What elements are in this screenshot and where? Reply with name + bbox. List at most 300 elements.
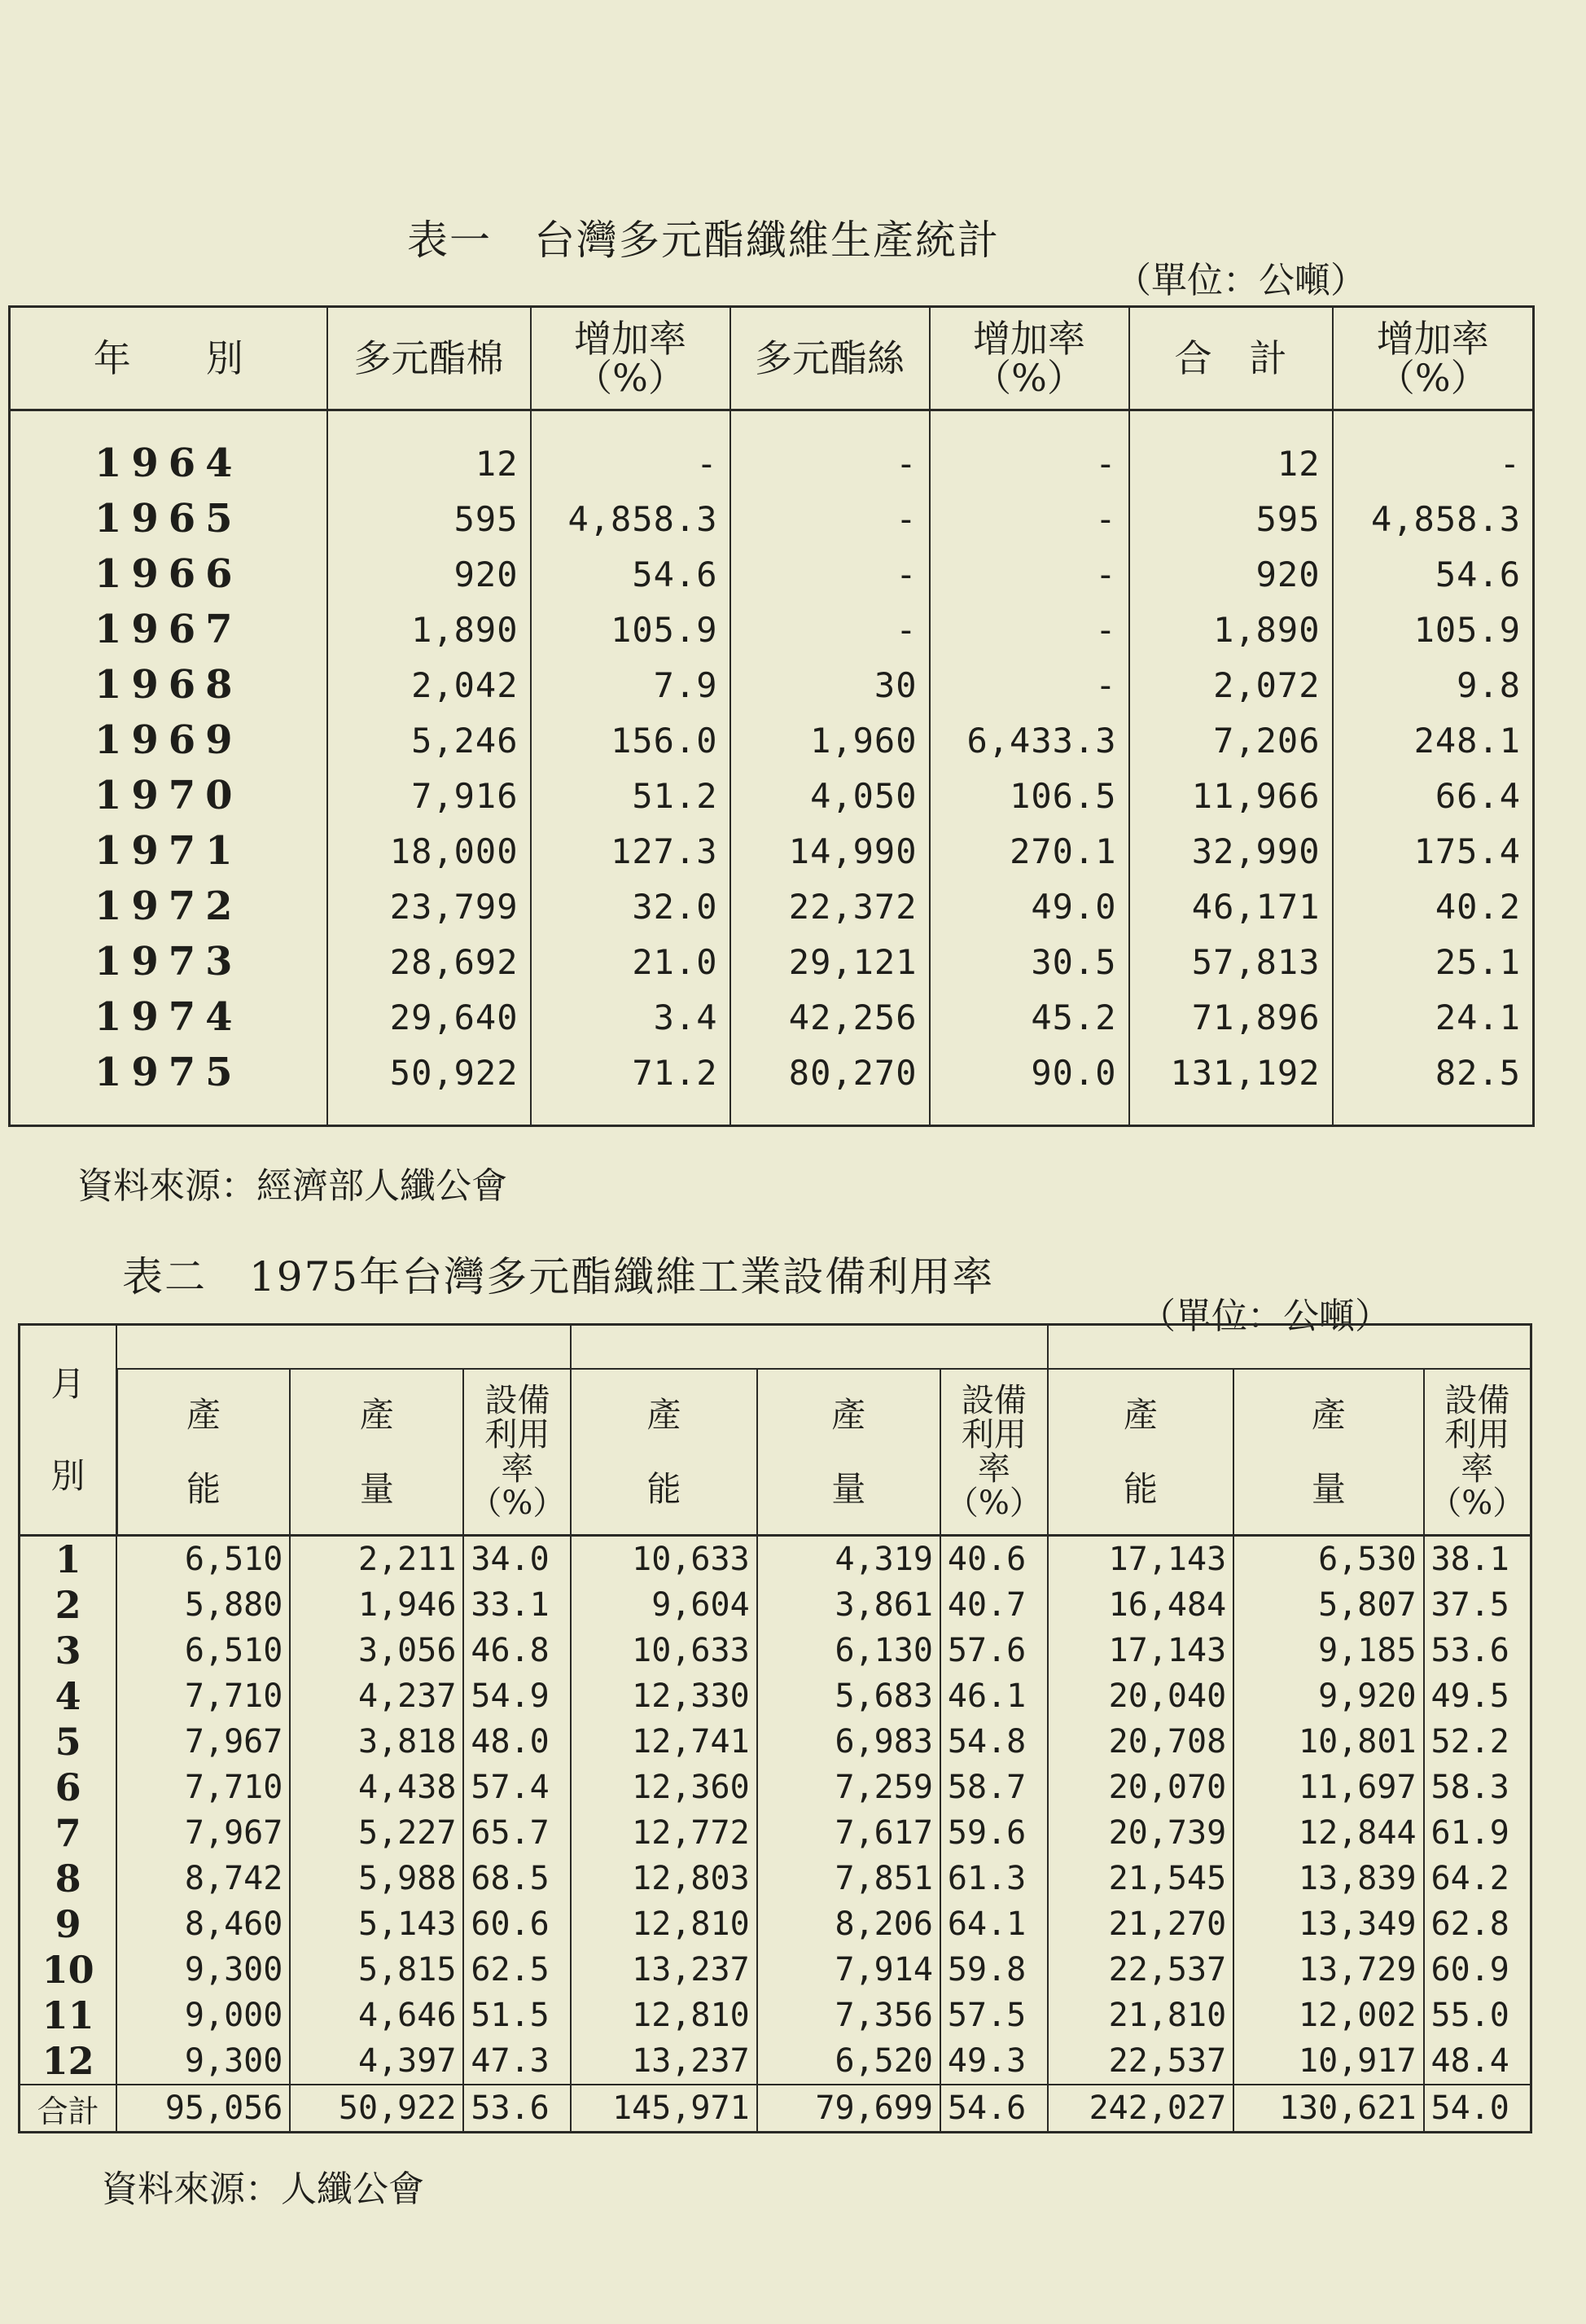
month-cell: 合計 xyxy=(20,2085,117,2133)
table-cell: 58.3 xyxy=(1424,1765,1531,1810)
table-cell: 8,206 xyxy=(757,1901,940,1947)
table-cell: 49.3 xyxy=(940,2038,1048,2085)
table-cell: 12 xyxy=(1129,410,1333,492)
table-row xyxy=(10,1045,1534,1126)
table-cell: 13,237 xyxy=(571,2038,756,2085)
table-cell: 7,967 xyxy=(116,1719,290,1765)
table-cell: 54.6 xyxy=(940,2085,1048,2133)
table-cell: 9,185 xyxy=(1233,1628,1423,1673)
table-cell: 10,801 xyxy=(1233,1719,1423,1765)
table-cell: 6,520 xyxy=(757,2038,940,2085)
table2-header-row xyxy=(20,1369,1531,1536)
table-cell: 3,056 xyxy=(290,1628,463,1673)
table-cell: 13,237 xyxy=(571,1947,756,1993)
table-cell: - xyxy=(730,491,930,546)
header-output-top: 產 xyxy=(831,1395,866,1435)
table-cell: 62.5 xyxy=(463,1947,571,1993)
header-rate-line: （%） xyxy=(469,1484,566,1522)
table-row xyxy=(10,823,1534,879)
table-cell: 9,604 xyxy=(571,1582,756,1628)
table-cell: 53.6 xyxy=(1424,1628,1531,1673)
table-cell: 40.7 xyxy=(940,1582,1048,1628)
header-output-bottom: 量 xyxy=(1311,1469,1346,1509)
table-cell: 13,729 xyxy=(1233,1947,1423,1993)
table-cell: 5,815 xyxy=(290,1947,463,1993)
table-cell: 65.7 xyxy=(463,1810,571,1856)
table-cell: 156.0 xyxy=(531,713,730,768)
table-cell: 58.7 xyxy=(940,1765,1048,1810)
year-cell: 1966 xyxy=(10,546,327,602)
table-cell: 10,633 xyxy=(571,1536,756,1583)
table-cell: 4,438 xyxy=(290,1765,463,1810)
header-total-growth xyxy=(1333,307,1534,410)
table-cell: - xyxy=(930,602,1129,657)
table-cell: 11,966 xyxy=(1129,768,1333,823)
header-month-bottom: 別 xyxy=(50,1456,85,1496)
year-cell: 1975 xyxy=(10,1045,327,1126)
table-cell: 45.2 xyxy=(930,989,1129,1045)
table-row xyxy=(20,1947,1531,1993)
table-cell: 145,971 xyxy=(571,2085,756,2133)
table-cell: 10,917 xyxy=(1233,2038,1423,2085)
table-row xyxy=(10,491,1534,546)
table-cell: - xyxy=(730,546,930,602)
table-cell: 12,002 xyxy=(1233,1993,1423,2038)
table-cell: 2,042 xyxy=(327,657,531,713)
table-cell: 7,916 xyxy=(327,768,531,823)
header-output-bottom: 量 xyxy=(831,1469,866,1509)
month-cell: 7 xyxy=(20,1810,117,1856)
table-cell: 105.9 xyxy=(531,602,730,657)
table-row xyxy=(20,1810,1531,1856)
table-cell: 20,708 xyxy=(1048,1719,1233,1765)
table-cell: 21.0 xyxy=(531,934,730,989)
table-cell: - xyxy=(1333,410,1534,492)
header-growth-label: 增加率 xyxy=(574,316,686,361)
table-cell: - xyxy=(730,410,930,492)
table-cell: 4,646 xyxy=(290,1993,463,2038)
table-cell: 4,237 xyxy=(290,1673,463,1719)
table-cell: - xyxy=(930,410,1129,492)
table-cell: 61.3 xyxy=(940,1856,1048,1901)
table-cell: - xyxy=(730,602,930,657)
table-row xyxy=(20,2038,1531,2085)
year-cell: 1965 xyxy=(10,491,327,546)
header-percent-label: （%） xyxy=(575,356,686,400)
table-cell: 12,810 xyxy=(571,1901,756,1947)
table-cell: 24.1 xyxy=(1333,989,1534,1045)
month-cell: 3 xyxy=(20,1628,117,1673)
table-row xyxy=(20,1582,1531,1628)
table-row xyxy=(10,934,1534,989)
table-cell: 53.6 xyxy=(463,2085,571,2133)
table-cell: 12,803 xyxy=(571,1856,756,1901)
table-cell: 21,545 xyxy=(1048,1856,1233,1901)
header-rate-line: 設備 xyxy=(484,1382,550,1419)
month-cell: 5 xyxy=(20,1719,117,1765)
table1-header-row xyxy=(10,307,1534,410)
table-cell: 17,143 xyxy=(1048,1536,1233,1583)
header-rate-line: 率 xyxy=(1461,1450,1494,1488)
table-cell: 46.1 xyxy=(940,1673,1048,1719)
table-cell: 38.1 xyxy=(1424,1536,1531,1583)
table-cell: 6,983 xyxy=(757,1719,940,1765)
table-row xyxy=(10,410,1534,492)
table-cell: 17,143 xyxy=(1048,1628,1233,1673)
group-staple xyxy=(116,1325,571,1370)
table-cell: 12,741 xyxy=(571,1719,756,1765)
header-staple-output xyxy=(290,1369,463,1536)
table-cell: 60.6 xyxy=(463,1901,571,1947)
table-cell: - xyxy=(930,546,1129,602)
table-cell: 1,890 xyxy=(327,602,531,657)
table-cell: 47.3 xyxy=(463,2038,571,2085)
header-filament-growth xyxy=(930,307,1129,410)
table-cell: 57.6 xyxy=(940,1628,1048,1673)
table-cell: 130,621 xyxy=(1233,2085,1423,2133)
table-cell: 9,300 xyxy=(116,2038,290,2085)
table1-source: 資料來源：經濟部人纖公會 xyxy=(77,1165,507,1207)
table-row xyxy=(20,1628,1531,1673)
table-cell: 5,143 xyxy=(290,1901,463,1947)
month-cell: 10 xyxy=(20,1947,117,1993)
table-cell: 7.9 xyxy=(531,657,730,713)
table-cell: 50,922 xyxy=(327,1045,531,1126)
table-cell: 3,818 xyxy=(290,1719,463,1765)
table-row xyxy=(20,2085,1531,2133)
table-cell: 131,192 xyxy=(1129,1045,1333,1126)
table2-unit: （單位：公噸） xyxy=(1140,1296,1391,1337)
table-cell: 12,360 xyxy=(571,1765,756,1810)
header-rate-line: （%） xyxy=(1429,1484,1526,1522)
header-capacity-bottom: 能 xyxy=(646,1469,681,1509)
table-cell: 30.5 xyxy=(930,934,1129,989)
table-cell: 7,356 xyxy=(757,1993,940,2038)
header-growth-label: 增加率 xyxy=(1376,316,1489,361)
table-cell: 5,880 xyxy=(116,1582,290,1628)
table-cell: 30 xyxy=(730,657,930,713)
table-row xyxy=(20,1993,1531,2038)
header-month-top: 月 xyxy=(50,1364,85,1404)
table-cell: 32.0 xyxy=(531,879,730,934)
table-cell: 6,510 xyxy=(116,1536,290,1583)
header-capacity-top: 產 xyxy=(1123,1395,1158,1435)
table-cell: 54.6 xyxy=(531,546,730,602)
table-cell: 12,772 xyxy=(571,1810,756,1856)
year-cell: 1974 xyxy=(10,989,327,1045)
table-cell: 48.4 xyxy=(1424,2038,1531,2085)
table-row xyxy=(20,1719,1531,1765)
table-cell: 4,858.3 xyxy=(1333,491,1534,546)
table-cell: 3.4 xyxy=(531,989,730,1045)
year-cell: 1964 xyxy=(10,410,327,492)
table-cell: 23,799 xyxy=(327,879,531,934)
table-cell: 6,433.3 xyxy=(930,713,1129,768)
table-cell: 46.8 xyxy=(463,1628,571,1673)
table-cell: 5,988 xyxy=(290,1856,463,1901)
table-cell: 5,683 xyxy=(757,1673,940,1719)
month-cell: 11 xyxy=(20,1993,117,2038)
table-cell: 54.6 xyxy=(1333,546,1534,602)
table-cell: 5,227 xyxy=(290,1810,463,1856)
header-rate-line: 利用 xyxy=(961,1416,1027,1454)
table-row xyxy=(20,1901,1531,1947)
table-cell: 61.9 xyxy=(1424,1810,1531,1856)
table-cell: 4,858.3 xyxy=(531,491,730,546)
table-cell: 11,697 xyxy=(1233,1765,1423,1810)
month-cell: 9 xyxy=(20,1901,117,1947)
table-cell: 68.5 xyxy=(463,1856,571,1901)
table-row xyxy=(20,1673,1531,1719)
table-cell: 6,130 xyxy=(757,1628,940,1673)
table-cell: 12,844 xyxy=(1233,1810,1423,1856)
table2 xyxy=(18,1323,1532,2133)
header-staple-utilization xyxy=(463,1369,571,1536)
header-rate-line: 率 xyxy=(501,1450,534,1488)
table-cell: 7,710 xyxy=(116,1673,290,1719)
table-cell: 57.4 xyxy=(463,1765,571,1810)
table-cell: 54.8 xyxy=(940,1719,1048,1765)
table-cell: 16,484 xyxy=(1048,1582,1233,1628)
table-cell: 79,699 xyxy=(757,2085,940,2133)
table-cell: 21,810 xyxy=(1048,1993,1233,2038)
table-cell: 48.0 xyxy=(463,1719,571,1765)
table-cell: 71.2 xyxy=(531,1045,730,1126)
table-cell: 10,633 xyxy=(571,1628,756,1673)
table2-title: 表二 1975年台灣多元酯纖維工業設備利用率 xyxy=(122,1253,995,1300)
header-percent-label: （%） xyxy=(974,356,1084,400)
table-cell: 7,851 xyxy=(757,1856,940,1901)
table-cell: 62.8 xyxy=(1424,1901,1531,1947)
table-row xyxy=(20,1765,1531,1810)
table-cell: 52.2 xyxy=(1424,1719,1531,1765)
header-month xyxy=(20,1325,117,1536)
header-filament-output xyxy=(757,1369,940,1536)
table-row xyxy=(10,602,1534,657)
table-cell: 90.0 xyxy=(930,1045,1129,1126)
table-cell: 20,040 xyxy=(1048,1673,1233,1719)
header-total: 合 計 xyxy=(1129,307,1333,410)
table-cell: 9,000 xyxy=(116,1993,290,2038)
table-cell: 4,319 xyxy=(757,1536,940,1583)
table-cell: 7,617 xyxy=(757,1810,940,1856)
table-cell: 22,537 xyxy=(1048,1947,1233,1993)
table-cell: 595 xyxy=(1129,491,1333,546)
table-cell: 59.8 xyxy=(940,1947,1048,1993)
table-cell: 9,920 xyxy=(1233,1673,1423,1719)
table-cell: - xyxy=(531,410,730,492)
table-cell: 12,330 xyxy=(571,1673,756,1719)
table-cell: 14,990 xyxy=(730,823,930,879)
header-staple-growth xyxy=(531,307,730,410)
table-cell: 50,922 xyxy=(290,2085,463,2133)
header-output-top: 產 xyxy=(359,1395,394,1435)
table-cell: 59.6 xyxy=(940,1810,1048,1856)
header-total-utilization xyxy=(1424,1369,1531,1536)
table-cell: 6,530 xyxy=(1233,1536,1423,1583)
table-cell: 32,990 xyxy=(1129,823,1333,879)
table-cell: 29,640 xyxy=(327,989,531,1045)
table1-title: 表一 台灣多元酯纖維生產統計 xyxy=(407,217,1000,264)
header-output-bottom: 量 xyxy=(359,1469,394,1509)
table-cell: 2,211 xyxy=(290,1536,463,1583)
table-cell: 28,692 xyxy=(327,934,531,989)
table-cell: 80,270 xyxy=(730,1045,930,1126)
table-cell: 7,259 xyxy=(757,1765,940,1810)
table-cell: 57.5 xyxy=(940,1993,1048,2038)
header-staple-capacity xyxy=(116,1369,290,1536)
table-cell: 37.5 xyxy=(1424,1582,1531,1628)
table-cell: 54.9 xyxy=(463,1673,571,1719)
table-cell: 9,300 xyxy=(116,1947,290,1993)
table-cell: 920 xyxy=(1129,546,1333,602)
header-year: 年 別 xyxy=(10,307,327,410)
table-cell: 66.4 xyxy=(1333,768,1534,823)
year-cell: 1967 xyxy=(10,602,327,657)
table-cell: 13,839 xyxy=(1233,1856,1423,1901)
header-filament-capacity xyxy=(571,1369,756,1536)
month-cell: 6 xyxy=(20,1765,117,1810)
header-rate-line: 設備 xyxy=(961,1382,1027,1419)
table-cell: 12,810 xyxy=(571,1993,756,2038)
table-cell: 95,056 xyxy=(116,2085,290,2133)
table-cell: 49.5 xyxy=(1424,1673,1531,1719)
year-cell: 1969 xyxy=(10,713,327,768)
table-cell: 20,070 xyxy=(1048,1765,1233,1810)
table-cell: 64.2 xyxy=(1424,1856,1531,1901)
table-cell: 54.0 xyxy=(1424,2085,1531,2133)
header-rate-line: 利用 xyxy=(484,1416,550,1454)
table-cell: 55.0 xyxy=(1424,1993,1531,2038)
table-cell: 106.5 xyxy=(930,768,1129,823)
table-cell: 1,890 xyxy=(1129,602,1333,657)
group-filament xyxy=(571,1325,1048,1370)
table-cell: 2,072 xyxy=(1129,657,1333,713)
table-cell: 46,171 xyxy=(1129,879,1333,934)
month-cell: 4 xyxy=(20,1673,117,1719)
month-cell: 2 xyxy=(20,1582,117,1628)
header-percent-label: （%） xyxy=(1377,356,1488,400)
year-cell: 1973 xyxy=(10,934,327,989)
header-rate-line: 設備 xyxy=(1444,1382,1510,1419)
table-row xyxy=(10,768,1534,823)
month-cell: 12 xyxy=(20,2038,117,2085)
table-cell: 595 xyxy=(327,491,531,546)
group-total xyxy=(1048,1325,1531,1370)
header-filament-utilization xyxy=(940,1369,1048,1536)
table-cell: 57,813 xyxy=(1129,934,1333,989)
table-cell: 7,914 xyxy=(757,1947,940,1993)
table-row xyxy=(10,546,1534,602)
table-cell: 42,256 xyxy=(730,989,930,1045)
table-cell: 34.0 xyxy=(463,1536,571,1583)
table-cell: 60.9 xyxy=(1424,1947,1531,1993)
table-cell: 21,270 xyxy=(1048,1901,1233,1947)
table-cell: 127.3 xyxy=(531,823,730,879)
header-capacity-top: 產 xyxy=(186,1395,221,1435)
table-cell: 5,807 xyxy=(1233,1582,1423,1628)
header-rate-line: 率 xyxy=(977,1450,1010,1488)
table-cell: 12 xyxy=(327,410,531,492)
month-cell: 8 xyxy=(20,1856,117,1901)
table-cell: 22,372 xyxy=(730,879,930,934)
table-cell: 18,000 xyxy=(327,823,531,879)
year-cell: 1968 xyxy=(10,657,327,713)
table-cell: 64.1 xyxy=(940,1901,1048,1947)
table-cell: - xyxy=(930,657,1129,713)
header-capacity-bottom: 能 xyxy=(186,1469,221,1509)
month-cell: 1 xyxy=(20,1536,117,1583)
table-cell: 29,121 xyxy=(730,934,930,989)
table-cell: 13,349 xyxy=(1233,1901,1423,1947)
table-cell: 7,710 xyxy=(116,1765,290,1810)
table-row xyxy=(10,879,1534,934)
table-cell: 51.5 xyxy=(463,1993,571,2038)
table-row xyxy=(10,713,1534,768)
table-cell: - xyxy=(930,491,1129,546)
table-cell: 248.1 xyxy=(1333,713,1534,768)
table-cell: 105.9 xyxy=(1333,602,1534,657)
table-cell: 49.0 xyxy=(930,879,1129,934)
table-cell: 3,861 xyxy=(757,1582,940,1628)
table-cell: 7,206 xyxy=(1129,713,1333,768)
table-row xyxy=(10,989,1534,1045)
table-cell: 5,246 xyxy=(327,713,531,768)
table-cell: 8,460 xyxy=(116,1901,290,1947)
header-polyester-staple: 多元酯棉 xyxy=(327,307,531,410)
table-cell: 40.6 xyxy=(940,1536,1048,1583)
header-capacity-bottom: 能 xyxy=(1123,1469,1158,1509)
table-cell: 51.2 xyxy=(531,768,730,823)
table-cell: 33.1 xyxy=(463,1582,571,1628)
year-cell: 1972 xyxy=(10,879,327,934)
table-cell: 920 xyxy=(327,546,531,602)
header-growth-label: 增加率 xyxy=(973,316,1085,361)
table-cell: 242,027 xyxy=(1048,2085,1233,2133)
year-cell: 1970 xyxy=(10,768,327,823)
table-row xyxy=(20,1856,1531,1901)
header-output-top: 產 xyxy=(1311,1395,1346,1435)
table2-source: 資料來源：人纖公會 xyxy=(102,2168,424,2210)
table-cell: 7,967 xyxy=(116,1810,290,1856)
table-cell: 40.2 xyxy=(1333,879,1534,934)
table-cell: 25.1 xyxy=(1333,934,1534,989)
table-cell: 6,510 xyxy=(116,1628,290,1673)
table-cell: 4,050 xyxy=(730,768,930,823)
table-cell: 20,739 xyxy=(1048,1810,1233,1856)
table-cell: 71,896 xyxy=(1129,989,1333,1045)
table-cell: 1,946 xyxy=(290,1582,463,1628)
year-cell: 1971 xyxy=(10,823,327,879)
header-capacity-top: 產 xyxy=(646,1395,681,1435)
header-total-capacity xyxy=(1048,1369,1233,1536)
table-cell: 175.4 xyxy=(1333,823,1534,879)
table-cell: 1,960 xyxy=(730,713,930,768)
table-cell: 82.5 xyxy=(1333,1045,1534,1126)
table1 xyxy=(8,305,1535,1127)
table2-group-row xyxy=(20,1325,1531,1370)
table-cell: 270.1 xyxy=(930,823,1129,879)
table-cell: 4,397 xyxy=(290,2038,463,2085)
table-cell: 9.8 xyxy=(1333,657,1534,713)
table-cell: 8,742 xyxy=(116,1856,290,1901)
header-total-output xyxy=(1233,1369,1423,1536)
table-cell: 22,537 xyxy=(1048,2038,1233,2085)
table1-unit: （單位：公噸） xyxy=(1115,260,1366,301)
table-row xyxy=(10,657,1534,713)
table-row xyxy=(20,1536,1531,1583)
header-rate-line: 利用 xyxy=(1444,1416,1510,1454)
